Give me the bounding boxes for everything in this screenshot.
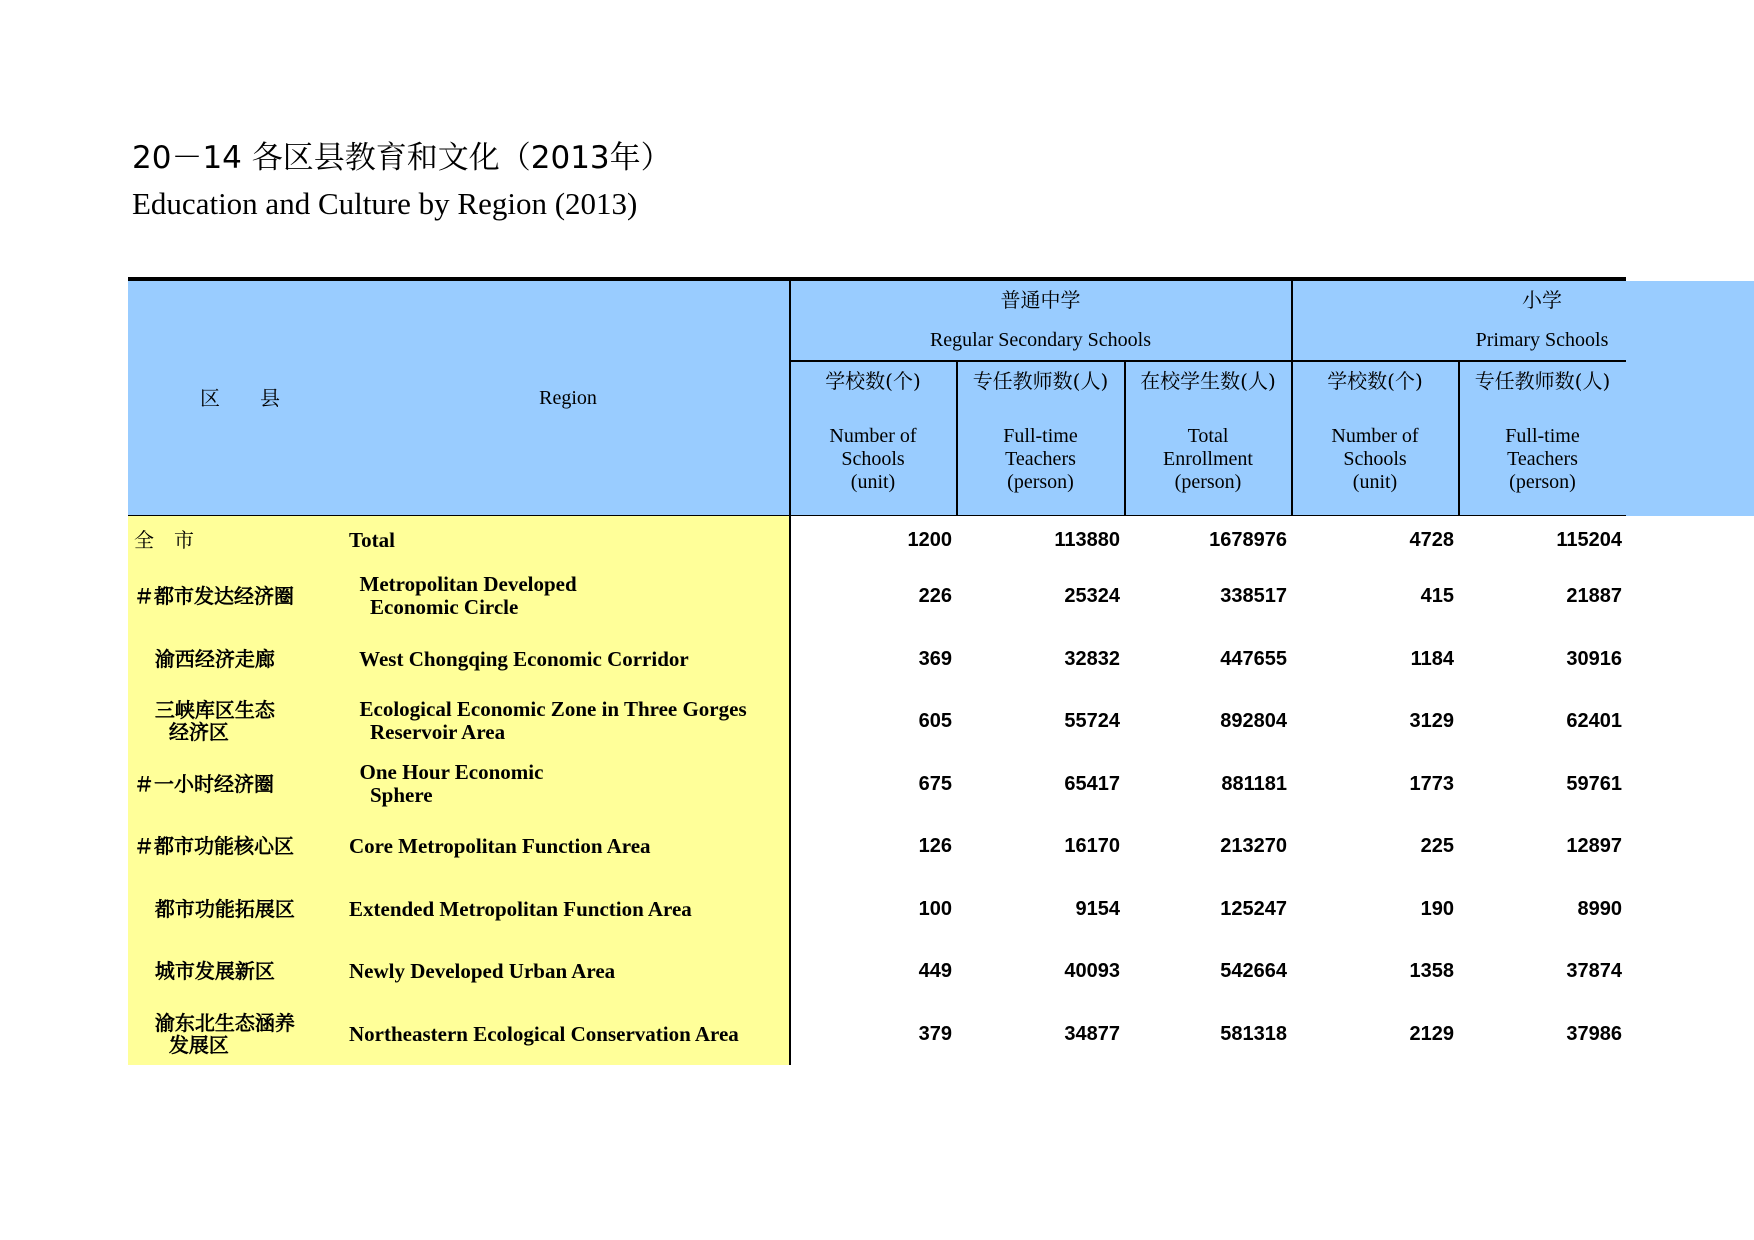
group-secondary-cn: 普通中学	[1000, 287, 1081, 312]
region-header-en: Region	[539, 386, 597, 409]
region-name-cn: 渝东北生态涵养 发展区	[154, 1011, 295, 1057]
table-cell: 40093	[1064, 959, 1120, 982]
table-cell: 338517	[1220, 584, 1287, 607]
table-cell: 225	[1420, 834, 1454, 857]
table-cell: 59761	[1566, 772, 1622, 795]
table-cell: 65417	[1064, 772, 1120, 795]
table-cell: 126	[918, 834, 952, 857]
region-name-cn: ＃都市功能核心区	[134, 834, 294, 858]
table-cell: 213270	[1220, 834, 1287, 857]
table-cell: 581318	[1220, 1022, 1287, 1045]
region-name-cn: 三峡库区生态 经济区	[154, 698, 275, 744]
table-cell: 1773	[1409, 772, 1454, 795]
region-name-cn: 渝西经济走廊	[134, 647, 275, 671]
table-cell: 542664	[1220, 959, 1287, 982]
group-secondary-en: Regular Secondary Schools	[929, 328, 1152, 351]
region-name-en: West Chongqing Economic Corridor	[349, 646, 689, 671]
region-header-cn: 区 县	[200, 385, 280, 410]
table-cell: 62401	[1566, 709, 1622, 732]
table-cell: 37874	[1566, 959, 1622, 982]
group-primary-cn: 小学	[1522, 287, 1562, 312]
table-cell: 1358	[1409, 959, 1454, 982]
region-name-cn: 全 市	[134, 528, 194, 552]
table-cell: 25324	[1064, 584, 1120, 607]
column-header-cn: 专任教师数(人)	[1474, 368, 1611, 393]
table-cell: 605	[918, 709, 952, 732]
table-cell: 21887	[1566, 584, 1622, 607]
table-cell: 1184	[1410, 647, 1454, 670]
table-cell: 37986	[1566, 1022, 1622, 1045]
region-name-en: Metropolitan Developed Economic Circle	[359, 572, 577, 619]
subheader-rule	[790, 360, 1626, 362]
table-cell: 125247	[1220, 897, 1287, 920]
column-header-cn: 学校数(个)	[1327, 368, 1423, 393]
table-cell: 447655	[1220, 647, 1287, 670]
table-cell: 369	[918, 647, 952, 670]
column-header-en: Number of Schools (unit)	[1331, 424, 1419, 493]
page-title-english: Education and Culture by Region (2013)	[132, 186, 638, 221]
page-title-chinese: 20－14 各区县教育和文化（2013年）	[132, 140, 672, 176]
table-cell: 675	[918, 772, 952, 795]
table-cell: 32832	[1064, 647, 1120, 670]
table-cell: 226	[918, 584, 952, 607]
table-cell: 12897	[1566, 834, 1622, 857]
region-name-en: Core Metropolitan Function Area	[349, 833, 651, 858]
group-primary-en: Primary Schools	[1475, 328, 1609, 351]
table-cell: 379	[918, 1022, 952, 1045]
column-header-cn: 专任教师数(人)	[972, 368, 1109, 393]
region-name-cn: ＃一小时经济圈	[134, 772, 274, 796]
region-name-en: Northeastern Ecological Conservation Area	[349, 1021, 739, 1046]
table-cell: 115204	[1556, 528, 1622, 551]
table-cell: 34877	[1064, 1022, 1120, 1045]
column-header-en: Number of Schools (unit)	[829, 424, 917, 493]
region-name-cn: ＃都市发达经济圈	[134, 584, 294, 608]
table-cell: 881181	[1221, 772, 1287, 795]
table-cell: 1678976	[1209, 528, 1287, 551]
region-name-en: Newly Developed Urban Area	[349, 958, 616, 983]
table-cell: 3129	[1409, 709, 1454, 732]
region-name-en: One Hour Economic Sphere	[359, 760, 544, 807]
table-cell: 4728	[1409, 528, 1454, 551]
column-header-en: Total Enrollment (person)	[1163, 424, 1253, 493]
table-cell: 449	[918, 959, 952, 982]
table-cell: 2129	[1409, 1022, 1454, 1045]
table-cell: 113880	[1054, 528, 1120, 551]
table-cell: 8990	[1577, 897, 1622, 920]
table-cell: 16170	[1064, 834, 1120, 857]
column-header-en: Full-time Teachers (person)	[1505, 424, 1580, 493]
table-cell: 1200	[907, 528, 952, 551]
region-name-en: Extended Metropolitan Function Area	[349, 896, 692, 921]
column-header-en: Full-time Teachers (person)	[1003, 424, 1078, 493]
column-header-cn: 在校学生数(人)	[1140, 368, 1276, 393]
region-name-cn: 城市发展新区	[134, 959, 275, 983]
table-cell: 415	[1420, 584, 1454, 607]
table-cell: 55724	[1064, 709, 1120, 732]
column-header-cn: 学校数(个)	[825, 368, 921, 393]
region-name-en: Ecological Economic Zone in Three Gorges Reservoir Area	[359, 697, 747, 744]
table-cell: 190	[1420, 897, 1454, 920]
region-name-en: Total	[349, 527, 395, 552]
table-cell: 9154	[1075, 897, 1120, 920]
region-name-cn: 都市功能拓展区	[134, 897, 295, 921]
table-cell: 100	[918, 897, 952, 920]
table-cell: 892804	[1220, 709, 1287, 732]
table-cell: 30916	[1566, 647, 1622, 670]
